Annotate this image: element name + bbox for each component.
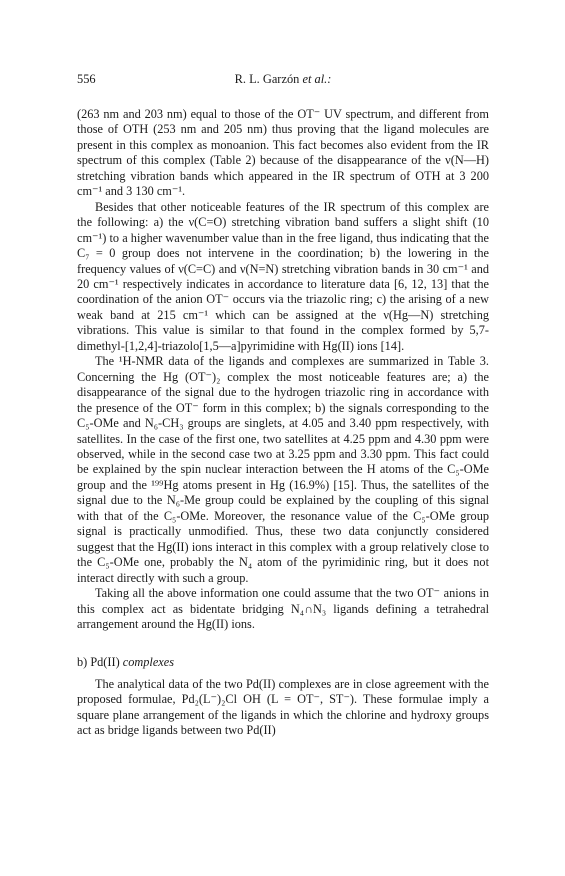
page-number: 556 [77,72,96,86]
paragraph-conclusion: Taking all the above information one could assume that the two OT⁻ anions in this complex act as bidentate bridging N₄∩N₃ ligands defining a tetrahedral arrangement around the Hg(II) ions. [77,586,489,631]
paragraph-uv-ir: (263 nm and 203 nm) equal to those of the OT⁻ UV spectrum, and different from those of OTH (253 nm and 205 nm) thus proving that the ligand molecules are present in this complex as monoanion. This fact becomes also evident from the IR spectrum of this complex (Table 2) because of the disappearance of the ν(N—H) stretching vibration bands which appeared in the IR spectrum of OTH at 3 200 cm⁻¹ and 3 130 cm⁻¹. [77,107,489,199]
section-heading-pd [77,655,489,670]
body-text [77,107,489,739]
section-label: b) Pd(II) [77,655,120,670]
running-authors: R. L. Garzón [234,72,300,86]
running-header [77,71,489,87]
paragraph-pd-analytical: The analytical data of the two Pd(II) complexes are in close agreement with the proposed formulae, Pd₂(L⁻)₂Cl OH (L = OT⁻, ST⁻). These formulae imply a square plane arrangement of the ligands in which the chlorine and hydroxy groups act as bridge ligands between two Pd(II) [77,676,489,738]
running-title [77,71,489,87]
paragraph-ir-features: Besides that other noticeable features of the IR spectrum of this complex are the following: a) the ν(C=O) stretching vibration band suffers a slight shift (10 cm⁻¹) to a higher wavenumber value than in the free ligand, thus indicating that the C₇ = 0 group does not intervene in the coordination; b) the lowering in the frequency values of ν(C=C) and ν(N=N) stretching vibration bands in 30 cm⁻¹ and 20 cm⁻¹ respectively indicates in accordance to literature data [6, 12, 13] that the coordination of the anion OT⁻ occurs via the triazolic ring; c) the arising of a new weak band at 215 cm⁻¹ which can be assigned at the ν(Hg—N) stretching vibrations. This value is similar to that found in the complex formed by 5,7-dimethyl-[1,2,4]-triazolo[1,5—a]pyrimidine with Hg(II) ions [14]. [77,199,489,353]
paragraph-nmr: The ¹H-NMR data of the ligands and complexes are summarized in Table 3. Concerning the Hg (OT⁻)₂ complex the most noticeable features are; a) the disappearance of the signal due to the hydrogen triazolic ring in accordance with the presence of the OT⁻ form in this complex; b) the signals corresponding to the C₅-OMe and N₆-CH₃ groups are singlets, at 4.05 and 3.40 ppm respectively, with satellites. In the case of the first one, two satellites at 4.25 ppm and 4.30 ppm were observed, while in the second case two at 3.25 ppm and 3.30 ppm. This fact could be explained by the spin nuclear interaction between the H atoms of the C₅-OMe group and the ¹⁹⁹Hg atoms present in Hg (16.9%) [15]. Thus, the satellites of the signal due to the N₆-Me group could be explained by the coupling of this signal with that of the C₅-OMe. Moreover, the resonance value of the C₅-OMe group signal is practically unmodified. Thus, these two data conjunctly considered suggest that the Hg(II) ions interact in this complex with a group relatively close to the C₅-OMe one, probably the N₄ atom of the pyrimidinic ring, but it does not interact directly with such a group. [77,354,489,585]
running-etal: et al.: [302,72,332,86]
section-label-italic: complexes [122,655,174,670]
